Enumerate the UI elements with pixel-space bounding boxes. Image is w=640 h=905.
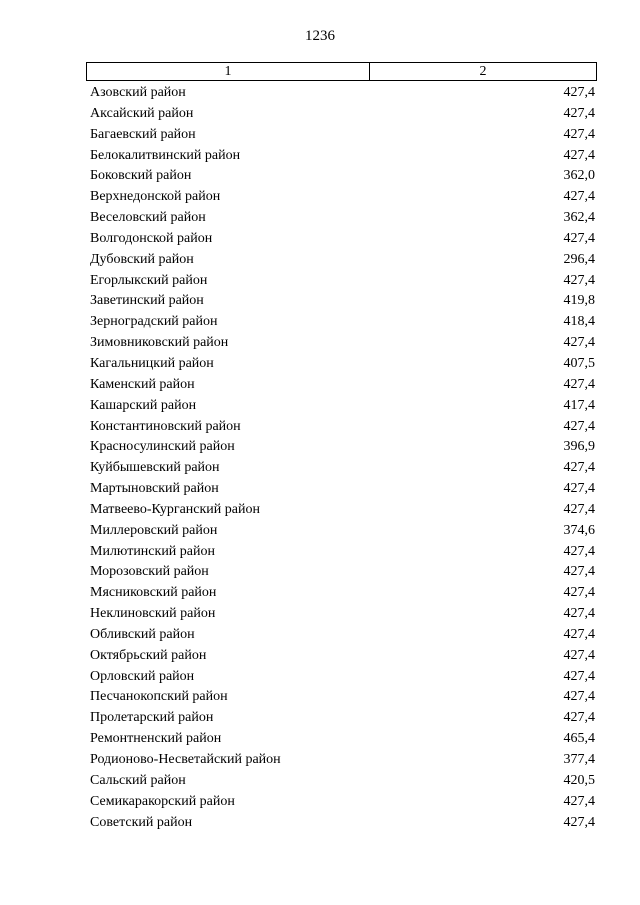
district-name: Неклиновский район: [90, 606, 216, 622]
table-row: [90, 500, 595, 521]
district-name: Ремонтненский район: [90, 731, 222, 747]
district-name: Дубовский район: [90, 251, 194, 267]
district-name: Октябрьский район: [90, 647, 207, 663]
district-name: Зимовниковский район: [90, 335, 229, 351]
table-row: [90, 583, 595, 604]
district-name: Азовский район: [90, 85, 186, 100]
table-row: [90, 646, 595, 667]
district-value: 465,4: [563, 731, 595, 747]
district-value: 427,4: [563, 230, 595, 246]
district-name: Аксайский район: [90, 105, 194, 121]
district-value: 362,0: [563, 168, 595, 184]
column-header-1: 1: [87, 63, 370, 80]
district-name: Веселовский район: [90, 210, 206, 226]
district-value: 419,8: [563, 293, 595, 309]
district-name: Белокалитвинский район: [90, 147, 241, 163]
table-row: [90, 521, 595, 542]
district-name: Мартыновский район: [90, 481, 219, 497]
district-value: 417,4: [563, 397, 595, 413]
table-row: [90, 542, 595, 563]
table-row: [90, 250, 595, 271]
district-name: Советский район: [90, 814, 193, 830]
district-name: Пролетарский район: [90, 710, 214, 726]
district-value: 427,4: [563, 460, 595, 476]
district-name: Кагальницкий район: [90, 355, 214, 371]
table-row: [90, 625, 595, 646]
district-name: Багаевский район: [90, 126, 196, 142]
district-name: Мясниковский район: [90, 585, 217, 601]
table-row: [90, 208, 595, 229]
district-value: 427,4: [563, 689, 595, 705]
table-row: [90, 354, 595, 375]
district-value: 427,4: [563, 105, 595, 121]
table-row: [90, 729, 595, 750]
district-name: Песчанокопский район: [90, 689, 228, 705]
table-row: [90, 146, 595, 167]
table-row: [90, 312, 595, 333]
table-row: [90, 291, 595, 312]
table-row: [90, 458, 595, 479]
district-name: Кашарский район: [90, 397, 197, 413]
district-name: Каменский район: [90, 376, 195, 392]
district-name: Семикаракорский район: [90, 793, 235, 809]
table-row: [90, 187, 595, 208]
district-name: Красносулинский район: [90, 439, 235, 455]
district-value: 420,5: [563, 772, 595, 788]
district-name: Зерноградский район: [90, 314, 218, 330]
table-row: [90, 437, 595, 458]
district-name: Обливский район: [90, 626, 195, 642]
district-value: 427,4: [563, 335, 595, 351]
district-value: 427,4: [563, 647, 595, 663]
district-value: 427,4: [563, 564, 595, 580]
district-name: Матвеево-Курганский район: [90, 501, 260, 517]
district-value: 427,4: [563, 85, 595, 100]
district-name: Орловский район: [90, 668, 195, 684]
district-name: Константиновский район: [90, 418, 241, 434]
table-row: [90, 604, 595, 625]
table-row: [90, 813, 595, 834]
district-value: 396,9: [563, 439, 595, 455]
district-name: Сальский район: [90, 772, 186, 788]
district-name: Верхнедонской район: [90, 189, 221, 205]
district-value: 427,4: [563, 376, 595, 392]
table-row: [90, 687, 595, 708]
district-value: 427,4: [563, 272, 595, 288]
page-number: 1236: [305, 28, 335, 44]
district-name: Миллеровский район: [90, 522, 218, 538]
district-value: 427,4: [563, 543, 595, 559]
district-value: 427,4: [563, 501, 595, 517]
table-row: [90, 479, 595, 500]
table-row: [90, 417, 595, 438]
district-value: 362,4: [563, 210, 595, 226]
table-row: [90, 125, 595, 146]
table-row: [90, 396, 595, 417]
district-name: Боковский район: [90, 168, 192, 184]
table-row: [90, 375, 595, 396]
district-value: 427,4: [563, 126, 595, 142]
district-value: 296,4: [563, 251, 595, 267]
table-row: [90, 166, 595, 187]
table-body: [90, 83, 595, 833]
district-name: Заветинский район: [90, 293, 204, 309]
district-value: 427,4: [563, 668, 595, 684]
district-value: 427,4: [563, 147, 595, 163]
district-value: 427,4: [563, 418, 595, 434]
district-value: 427,4: [563, 626, 595, 642]
district-value: 427,4: [563, 814, 595, 830]
district-name: Егорлыкский район: [90, 272, 208, 288]
table-row: [90, 771, 595, 792]
district-name: Милютинский район: [90, 543, 216, 559]
district-name: Родионово-Несветайский район: [90, 752, 281, 767]
table-row: [90, 708, 595, 729]
district-value: 427,4: [563, 189, 595, 205]
table-row: [90, 271, 595, 292]
table-row: [90, 750, 595, 771]
district-value: 427,4: [563, 710, 595, 726]
table-row: [90, 792, 595, 813]
district-value: 407,5: [563, 355, 595, 371]
table-header: [86, 62, 597, 81]
table-row: [90, 333, 595, 354]
district-value: 427,4: [563, 481, 595, 497]
district-value: 377,4: [563, 752, 595, 767]
district-value: 427,4: [563, 606, 595, 622]
table-row: [90, 83, 595, 104]
table-row: [90, 229, 595, 250]
district-value: 374,6: [563, 522, 595, 538]
table-row: [90, 104, 595, 125]
district-value: 427,4: [563, 585, 595, 601]
table-row: [90, 667, 595, 688]
district-name: Морозовский район: [90, 564, 209, 580]
table-row: [90, 562, 595, 583]
column-header-2: 2: [479, 64, 487, 79]
district-name: Куйбышевский район: [90, 460, 220, 476]
district-value: 427,4: [563, 793, 595, 809]
district-value: 418,4: [563, 314, 595, 330]
district-name: Волгодонской район: [90, 230, 213, 246]
